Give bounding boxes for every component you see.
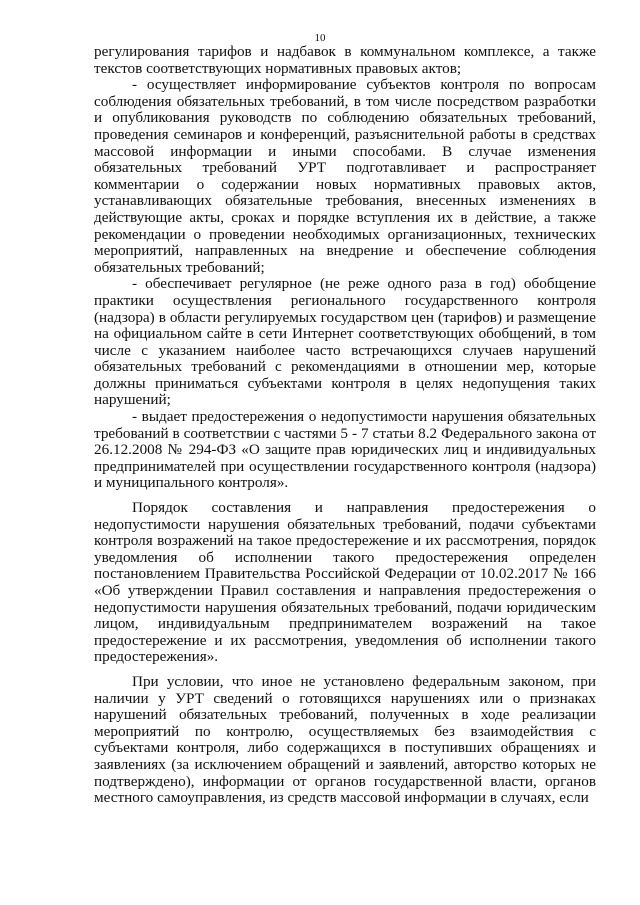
paragraph-warnings: - выдает предостережения о недопустимости нарушения обязательных требований в соответствии с частями 5 - 7 статьи 8.2 Федерального закона от 26.12.2008 № 294-ФЗ «О защите прав юридических лиц и индивидуальных предпринимателей при осуществлении государственного контроля (надзора) и муниципального контроля». [94,408,596,492]
paragraph-continuation: регулирования тарифов и надбавок в коммунальном комплексе, а также текстов соответствующих нормативных правовых актов; [94,43,596,77]
paragraph-conditions: При условии, что иное не установлено федеральным законом, при наличии у УРТ сведений о готовящихся нарушениях или о признаках нарушений обязательных требований, полученных в ходе реализации мероприятий по контролю, осуществляемых без взаимодействия с субъектами контроля, либо содержащихся в поступивших обращениях и заявлениях (за исключением обращений и заявлений, авторство которых не подтверждено), информации от органов государственной власти, органов местного самоуправления, из средств массовой информации в случаях, если [94,672,596,807]
page-number: 10 [314,32,326,44]
paragraph-informing: - осуществляет информирование субъектов контроля по вопросам соблюдения обязательных требований, в том числе посредством разработки и опубликования руководств по соблюдению обязательных требований, проведения семинаров и конференций, разъяснительной работы в средствах массовой информации и иными способами. В случае изменения обязательных требований УРТ подготавливает и распространяет комментарии о содержании новых нормативных правовых актов, устанавливающих обязательные требования, внесенных изменениях в действующие акты, сроках и порядке вступления их в действие, а также рекомендации о проведении необходимых организационных, технических мероприятий, направленных на внедрение и обеспечение соблюдения обязательных требований; [94,76,596,276]
paragraph-procedure: Порядок составления и направления предостережения о недопустимости нарушения обязательных требований, подачи субъектами контроля возражений на такое предостережение и их рассмотрения, порядок уведомления об исполнении такого предостережения определен постановлением Правительства Российской Федерации от 10.02.2017 № 166 «Об утверждении Правил составления и направления предостережения о недопустимости нарушения обязательных требований, подачи юридическим лицом, индивидуальным предпринимателем возражений на такое предостережение и их рассмотрения, уведомления об исполнении такого предостережения». [94,499,596,666]
paragraph-generalization: - обеспечивает регулярное (не реже одного раза в год) обобщение практики осуществления регионального государственного контроля (надзора) в области регулируемых государством цен (тарифов) и размещение на официальном сайте в сети Интернет соответствующих обобщений, в том числе с указанием наиболее часто встречающихся случаев нарушений обязательных требований с рекомендациями в отношении мер, которые должны приниматься субъектами контроля в целях недопущения таких нарушений; [94,275,596,409]
document-body [94,44,596,807]
